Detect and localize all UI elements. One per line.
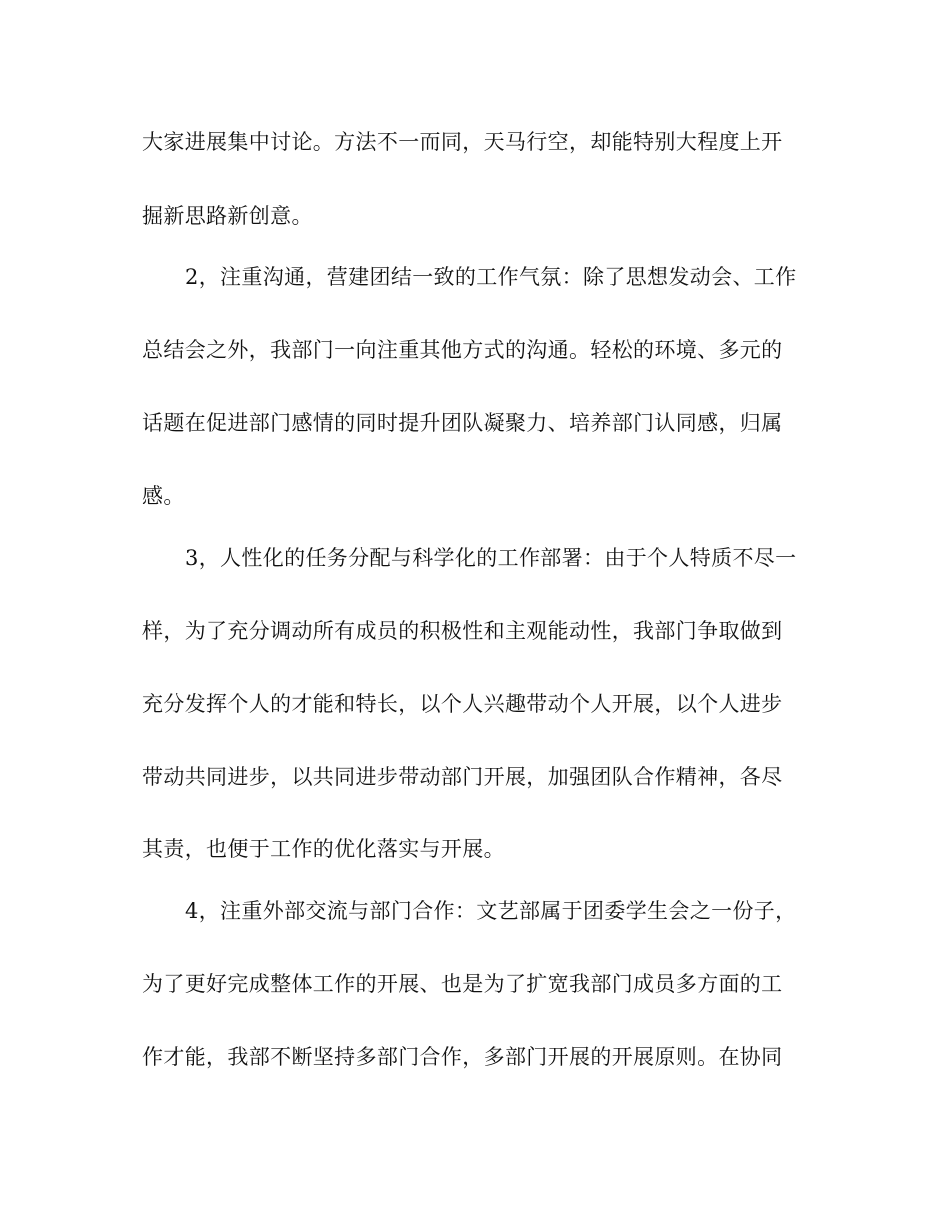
- text-line: 带动共同进步，以共同进步带动部门开展，加强团队合作精神，各尽: [142, 765, 783, 789]
- paragraph-3-start: 3，人性化的任务分配与科学化的工作部署：由于个人特质不尽一: [185, 546, 797, 570]
- text-line: 其责，也便于工作的优化落实与开展。: [142, 837, 505, 861]
- text-line: 为了更好完成整体工作的开展、也是为了扩宽我部门成员多方面的工: [142, 972, 783, 996]
- text-line: 话题在促进部门感情的同时提升团队凝聚力、培养部门认同感，归属: [142, 411, 783, 435]
- paragraph-2-start: 2，注重沟通，营建团结一致的工作气氛：除了思想发动会、工作: [185, 265, 797, 289]
- text-line: 总结会之外，我部门一向注重其他方式的沟通。轻松的环境、多元的: [142, 338, 783, 362]
- text-line: 感。: [142, 484, 185, 508]
- paragraph-4-start: 4，注重外部交流与部门合作：文艺部属于团委学生会之一份子，: [185, 899, 797, 923]
- text-line: 大家进展集中讨论。方法不一而同，天马行空，却能特别大程度上开: [142, 130, 783, 154]
- text-line: 充分发挥个人的才能和特长，以个人兴趣带动个人开展，以个人进步: [142, 692, 783, 716]
- text-line: 作才能，我部不断坚持多部门合作，多部门开展的开展原则。在协同: [142, 1045, 783, 1069]
- text-line: 掘新思路新创意。: [142, 204, 313, 228]
- text-line: 样，为了充分调动所有成员的积极性和主观能动性，我部门争取做到: [142, 619, 783, 643]
